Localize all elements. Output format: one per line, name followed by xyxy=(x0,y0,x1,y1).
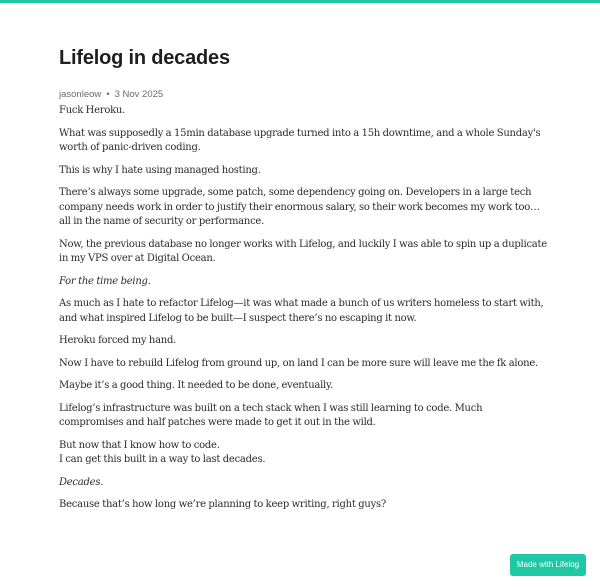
paragraph: Maybe it’s a good thing. It needed to be done, eventually. xyxy=(59,380,333,391)
top-accent-bar xyxy=(0,0,600,3)
post-title: Lifelog in decades xyxy=(59,47,230,69)
paragraph-italic: Decades. xyxy=(59,476,104,488)
paragraph: What was supposedly a 15min database upgrade turned into a 15h downtime, and a whole Sunday's worth of panic-driven coding. xyxy=(59,127,541,153)
paragraph: This is why I hate using managed hosting. xyxy=(59,164,261,176)
paragraph-multiline xyxy=(59,439,549,468)
paragraph: There’s always some upgrade, some patch, some dependency going on. Developers in a large tech company needs work in order to justify their enormous salary, so their work becomes my work too… all in the name of security or performance. xyxy=(59,187,540,227)
paragraph: Now I have to rebuild Lifelog from ground up, on land I can be more sure will leave me the fk alone. xyxy=(59,357,538,369)
paragraph: Lifelog’s infrastructure was built on a tech stack when I was still learning to code. Much compromises and half patches were made to get it out in the wild. xyxy=(59,402,483,428)
post-meta xyxy=(59,88,549,102)
paragraph: As much as I hate to refactor Lifelog—it was what made a bunch of us writers homeless to start with, and what inspired Lifelog to be built—I suspect there’s no escaping it now. xyxy=(59,298,544,324)
paragraph: Fuck Heroku. xyxy=(59,105,126,116)
paragraph-line: I can get this built in a way to last decades. xyxy=(59,454,266,465)
paragraph: Now, the previous database no longer works with Lifelog, and luckily I was able to spin up a duplicate in my VPS over at Digital Ocean. xyxy=(59,238,547,264)
paragraph: Because that’s how long we’re planning to keep writing, right guys? xyxy=(59,499,386,510)
post-article xyxy=(59,44,549,521)
post-author[interactable]: jasonleow xyxy=(59,89,102,100)
post-body xyxy=(59,104,549,513)
paragraph-line: But now that I know how to code. xyxy=(59,439,220,451)
made-with-lifelog-button[interactable]: Made with Lifelog xyxy=(510,554,586,576)
paragraph-italic: For the time being. xyxy=(59,275,151,287)
meta-separator: • xyxy=(106,89,110,100)
paragraph: Heroku forced my hand. xyxy=(59,335,177,346)
post-date: 3 Nov 2025 xyxy=(114,89,164,100)
